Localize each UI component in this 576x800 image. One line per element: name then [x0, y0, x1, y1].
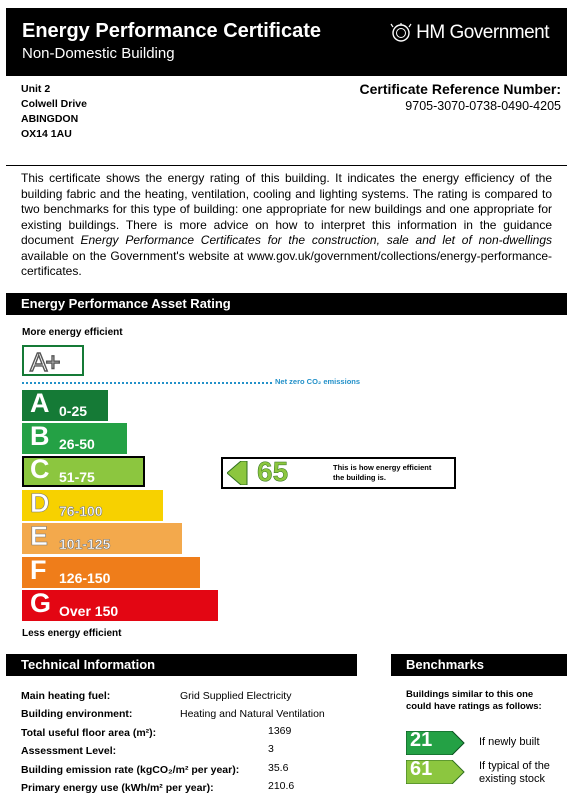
benchmark-existing-stock	[406, 760, 566, 788]
technical-info-header	[6, 654, 357, 676]
intro-paragraph	[21, 171, 552, 280]
band-letter: B	[30, 421, 50, 451]
band-letter: C	[30, 454, 50, 484]
technical-value: 3	[268, 743, 274, 755]
rating-pointer-icon	[227, 461, 251, 485]
band-letter: E	[30, 521, 49, 551]
intro-text: This certificate shows the energy rating of this building. It indicates the energy efficiency of the building fabric and the heating, ventilation, cooling and lighting systems. The rating is compared to two benchmarks for this type of building: one appropriate for new buildings and one appropriate for existing buildings. There is more advice on how to interpret this information in the guidance document	[21, 171, 552, 247]
band-range: 76-100	[59, 503, 103, 519]
benchmarks-description: Buildings similar to this one could have ratings as follows:	[406, 689, 542, 712]
band-a-plus	[22, 345, 84, 376]
certificate-reference	[359, 81, 561, 113]
benchmark-new-value: 21	[410, 729, 433, 751]
current-rating-note-line: This is how energy efficient	[333, 463, 432, 472]
band-letter: F	[30, 555, 47, 585]
benchmark-existing-label	[479, 760, 550, 786]
intro-text-end: available on the Government's website at www.gov.uk/government/collections/energy-performance-certificates.	[21, 248, 552, 278]
reference-number: 9705-3070-0738-0490-4205	[405, 99, 561, 113]
band-range: 0-25	[59, 403, 88, 419]
benchmarks-title: Benchmarks	[406, 657, 485, 672]
technical-key: Primary energy use (kWh/m² per year):	[21, 782, 214, 794]
band-letter: G	[30, 588, 52, 618]
technical-value: 210.6	[268, 780, 295, 792]
current-rating-note	[333, 463, 431, 483]
band-f	[22, 557, 200, 588]
band-a	[22, 390, 108, 421]
current-rating-indicator	[221, 457, 456, 489]
property-address	[21, 82, 87, 142]
net-zero-label: Net zero CO₂ emissions	[275, 377, 361, 386]
technical-value: Grid Supplied Electricity	[180, 690, 292, 702]
net-zero-line	[22, 382, 272, 384]
more-efficient-label: More energy efficient	[22, 327, 123, 338]
band-range: Over 150	[59, 603, 119, 619]
benchmark-existing-value: 61	[410, 758, 433, 780]
address-line: Colwell Drive	[21, 98, 87, 110]
guidance-document-title: Energy Performance Certificates for the construction, sale and let of non-dwellings	[80, 233, 552, 247]
band-a-plus-label: A+	[30, 347, 59, 377]
band-c	[22, 456, 145, 487]
technical-key: Building emission rate (kgCO₂/m² per year):	[21, 764, 240, 776]
rating-section-header	[6, 293, 567, 315]
technical-key: Total useful floor area (m²):	[21, 727, 157, 739]
band-b	[22, 423, 127, 454]
benchmarks-header	[391, 654, 567, 676]
technical-value: 1369	[268, 725, 292, 737]
benchmark-new-label: If newly built	[479, 736, 540, 748]
hm-government-label: HM Government	[416, 22, 549, 43]
band-e	[22, 523, 182, 554]
technical-value: Heating and Natural Ventilation	[180, 708, 325, 720]
benchmark-new-build	[406, 731, 566, 755]
less-efficient-label: Less energy efficient	[22, 628, 122, 639]
band-d	[22, 490, 163, 521]
current-rating-note-line: the building is.	[333, 473, 386, 482]
band-letter: D	[30, 488, 50, 518]
band-letter: A	[30, 388, 50, 418]
benchmark-existing-label-line: existing stock	[479, 773, 546, 785]
hm-government-logo	[390, 22, 549, 44]
address-line: OX14 1AU	[21, 128, 72, 140]
royal-crest-icon	[390, 23, 412, 43]
address-line: Unit 2	[21, 83, 51, 95]
technical-value: 35.6	[268, 762, 289, 774]
band-range: 126-150	[59, 570, 111, 586]
technical-info-title: Technical Information	[21, 657, 156, 672]
rating-section-title: Energy Performance Asset Rating	[21, 296, 231, 311]
band-g	[22, 590, 218, 621]
address-line: ABINGDON	[21, 113, 79, 125]
band-range: 101-125	[59, 536, 111, 552]
technical-key: Assessment Level:	[21, 745, 117, 757]
certificate-header	[6, 8, 567, 76]
benchmark-existing-label-line: If typical of the	[479, 760, 550, 772]
band-range: 51-75	[59, 469, 95, 485]
divider	[6, 165, 567, 166]
technical-key: Main heating fuel:	[21, 690, 111, 702]
certificate-title: Energy Performance Certificate	[22, 20, 322, 42]
current-rating-value: 65	[257, 456, 289, 487]
band-range: 26-50	[59, 436, 95, 452]
reference-label: Certificate Reference Number:	[359, 81, 561, 97]
technical-key: Building environment:	[21, 708, 133, 720]
certificate-subtitle: Non-Domestic Building	[22, 45, 175, 62]
